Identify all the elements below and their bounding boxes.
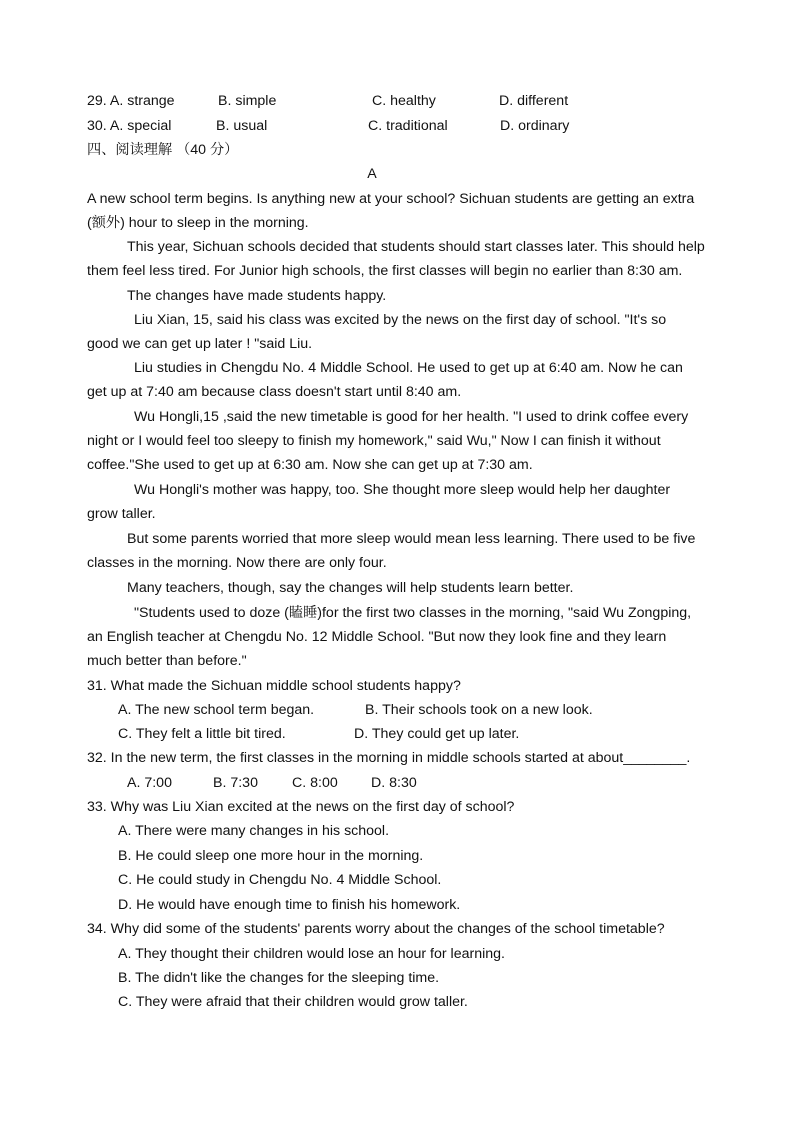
passage-line: But some parents worried that more sleep would mean less learning. There used to be five <box>127 531 696 547</box>
passage-line: them feel less tired. For Junior high schools, the first classes will begin no earlier than 8:30 am. <box>87 263 683 279</box>
passage-line: get up at 7:40 am because class doesn't start until 8:40 am. <box>87 384 462 400</box>
q32-option-d: D. 8:30 <box>371 775 417 791</box>
q31-option-b: B. Their schools took on a new look. <box>365 702 593 718</box>
q34-option-b: B. The didn't like the changes for the sleeping time. <box>118 970 440 986</box>
q31-stem: 31. What made the Sichuan middle school students happy? <box>87 678 461 694</box>
passage-line: Wu Hongli's mother was happy, too. She thought more sleep would help her daughter <box>134 482 671 498</box>
passage-line: classes in the morning. Now there are only four. <box>87 555 387 571</box>
passage-line: good we can get up later ! "said Liu. <box>87 336 313 352</box>
q33-stem: 33. Why was Liu Xian excited at the news on the first day of school? <box>87 799 515 815</box>
passage-line: Liu studies in Chengdu No. 4 Middle School. He used to get up at 6:40 am. Now he can <box>134 360 683 376</box>
passage-line: A new school term begins. Is anything new at your school? Sichuan students are getting an extra <box>87 191 695 207</box>
passage-line: an English teacher at Chengdu No. 12 Middle School. "But now they look fine and they learn <box>87 629 667 645</box>
q29-option-a: 29. A. strange <box>87 93 175 109</box>
q31-option-a: A. The new school term began. <box>118 702 315 718</box>
q29-option-c: C. healthy <box>372 93 436 109</box>
section-heading: 四、阅读理解 （40 分） <box>87 142 239 158</box>
q32-option-a: A. 7:00 <box>127 775 172 791</box>
passage-line: Wu Hongli,15 ,said the new timetable is good for her health. "I used to drink coffee every <box>134 409 689 425</box>
q30-option-a: 30. A. special <box>87 118 172 134</box>
passage-line: grow taller. <box>87 506 156 522</box>
q32-option-c: C. 8:00 <box>292 775 338 791</box>
q34-stem: 34. Why did some of the students' parents worry about the changes of the school timetable? <box>87 921 665 937</box>
q32-stem: 32. In the new term, the first classes in the morning in middle schools started at about________. <box>87 750 691 766</box>
q30-option-b: B. usual <box>216 118 268 134</box>
passage-line: night or I would feel too sleepy to finish my homework," said Wu," Now I can finish it without <box>87 433 661 449</box>
q33-option-a: A. There were many changes in his school. <box>118 823 390 839</box>
passage-line: (额外) hour to sleep in the morning. <box>87 215 309 231</box>
passage-line: Many teachers, though, say the changes will help students learn better. <box>127 580 574 596</box>
q34-option-a: A. They thought their children would lose an hour for learning. <box>118 946 505 962</box>
q33-option-c: C. He could study in Chengdu No. 4 Middle School. <box>118 872 442 888</box>
q31-option-c: C. They felt a little bit tired. <box>118 726 286 742</box>
passage-line: much better than before." <box>87 653 247 669</box>
q34-option-c: C. They were afraid that their children would grow taller. <box>118 994 468 1010</box>
q33-option-d: D. He would have enough time to finish his homework. <box>118 897 461 913</box>
passage-label: A <box>367 166 377 182</box>
passage-line: coffee."She used to get up at 6:30 am. Now she can get up at 7:30 am. <box>87 457 533 473</box>
q29-option-b: B. simple <box>218 93 277 109</box>
q29-option-d: D. different <box>499 93 569 109</box>
q33-option-b: B. He could sleep one more hour in the morning. <box>118 848 424 864</box>
passage-line: This year, Sichuan schools decided that students should start classes later. This should help <box>127 239 705 255</box>
passage-line: Liu Xian, 15, said his class was excited by the news on the first day of school. "It's so <box>134 312 667 328</box>
passage-line: The changes have made students happy. <box>127 288 387 304</box>
q32-option-b: B. 7:30 <box>213 775 258 791</box>
q30-option-d: D. ordinary <box>500 118 570 134</box>
q31-option-d: D. They could get up later. <box>354 726 520 742</box>
q30-option-c: C. traditional <box>368 118 448 134</box>
passage-line: "Students used to doze (瞌睡)for the first two classes in the morning, "said Wu Zongping, <box>134 605 692 621</box>
